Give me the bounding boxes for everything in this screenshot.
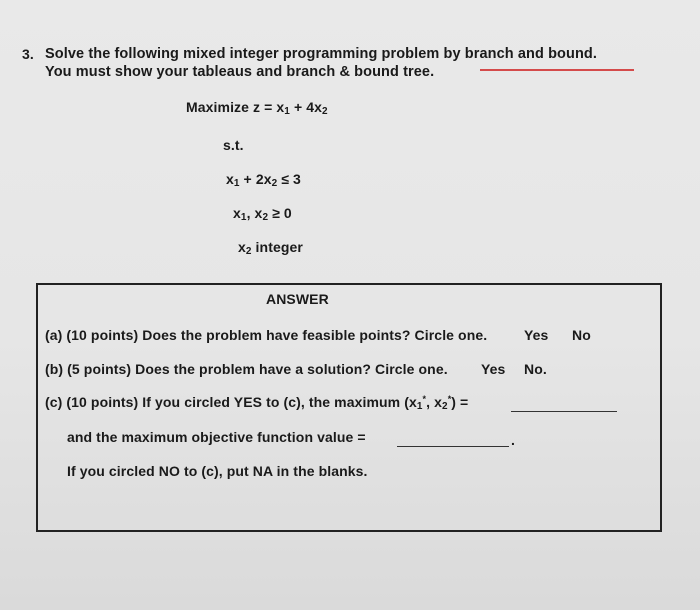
question-b-text: (b) (5 points) Does the problem have a solution? Circle one.: [45, 361, 448, 377]
objective-function: Maximize $z = x_1 + 4x_2$: [186, 99, 328, 117]
question-a-no-option[interactable]: No: [572, 327, 591, 343]
red-underline: [480, 69, 634, 71]
question-c-objective-text: and the maximum objective function value =: [67, 429, 366, 445]
question-line-1: Solve the following mixed integer programming problem by branch and bound.: [45, 46, 597, 62]
constraint-nonnegativity: $x_1$, $x_2 \ge 0$: [233, 205, 292, 223]
question-c-text: (c) (10 points) If you circled YES to (c), the maximum ($x_1^*$, $x_2^*$) =: [45, 394, 469, 412]
subject-to-label: s.t.: [223, 137, 244, 153]
question-number: 3.: [22, 46, 34, 62]
answer-heading: ANSWER: [266, 291, 329, 307]
objective-value-answer-blank[interactable]: [397, 446, 509, 447]
maximizer-answer-blank[interactable]: [511, 411, 617, 412]
question-b-no-option[interactable]: No.: [524, 361, 547, 377]
question-c-na-instruction: If you circled NO to (c), put NA in the blanks.: [67, 463, 368, 479]
constraint-integer: $x_2$ integer: [238, 239, 303, 257]
question-a-text: (a) (10 points) Does the problem have feasible points? Circle one.: [45, 327, 488, 343]
constraint-1: $x_1 + 2x_2 \le 3$: [226, 171, 301, 189]
question-line-2: You must show your tableaus and branch & bound tree.: [45, 64, 435, 80]
question-a-yes-option[interactable]: Yes: [524, 327, 549, 343]
objective-value-period: .: [511, 432, 515, 448]
question-b-yes-option[interactable]: Yes: [481, 361, 506, 377]
